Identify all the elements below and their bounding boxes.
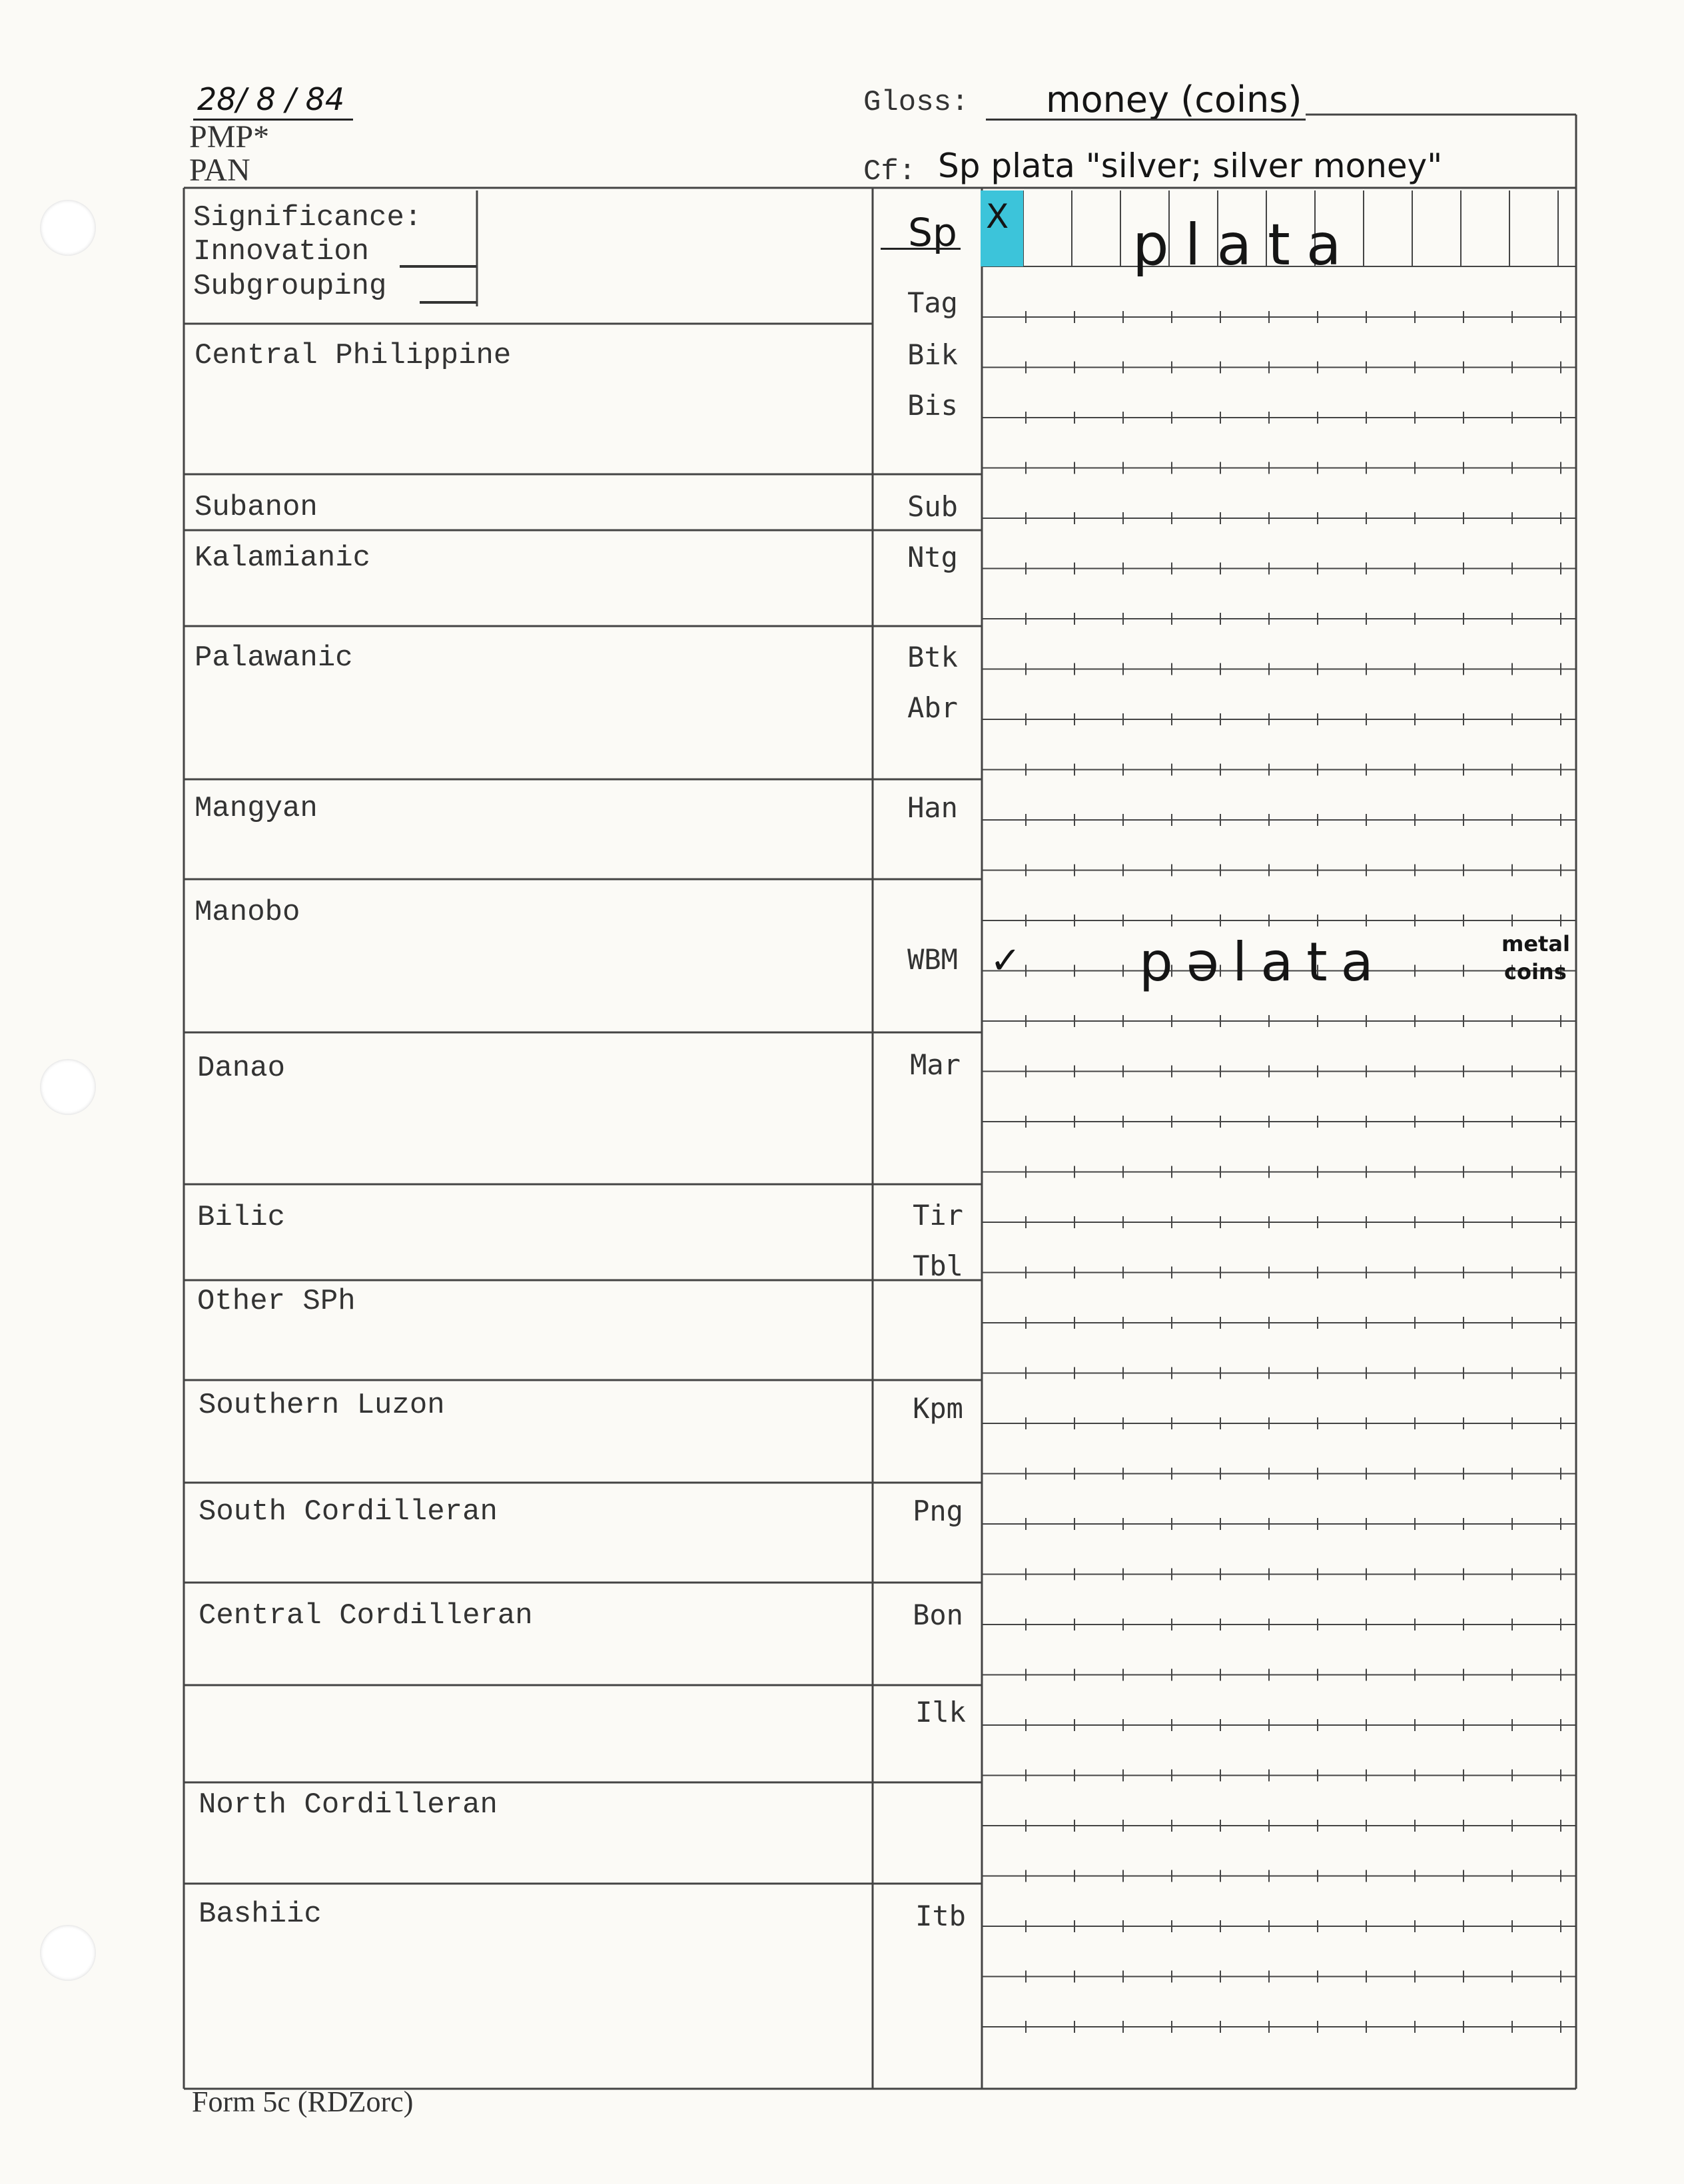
code-kpm: Kpm bbox=[913, 1392, 963, 1425]
group-bashiic: Bashiic bbox=[199, 1898, 322, 1931]
wbm-form: pəlata bbox=[1139, 931, 1387, 993]
group-central-philippine: Central Philippine bbox=[195, 339, 512, 372]
code-btk: Btk bbox=[907, 641, 958, 673]
subgrouping-blank bbox=[420, 301, 476, 304]
code-itb: Itb bbox=[915, 1900, 966, 1932]
code-wbm: WBM bbox=[907, 943, 958, 976]
code-tag: Tag bbox=[907, 286, 958, 319]
sp-form: plata bbox=[1132, 212, 1358, 278]
level-pmp: PMP* bbox=[189, 119, 270, 155]
significance-subgrouping: Subgrouping bbox=[193, 270, 387, 303]
innovation-blank bbox=[400, 265, 476, 268]
group-palawanic: Palawanic bbox=[195, 641, 353, 675]
group-southern-luzon: Southern Luzon bbox=[199, 1389, 445, 1422]
gloss-label: Gloss: bbox=[863, 86, 969, 119]
wbm-note-metal: metal bbox=[1501, 931, 1570, 956]
gloss-value: money (coins) bbox=[1046, 79, 1302, 121]
code-tir: Tir bbox=[913, 1199, 963, 1232]
code-sp: Sp bbox=[908, 210, 957, 255]
code-ntg: Ntg bbox=[907, 541, 958, 573]
group-subanon: Subanon bbox=[195, 491, 318, 524]
code-bon: Bon bbox=[913, 1599, 963, 1631]
form-date: 28/ 8 / 84 bbox=[197, 81, 345, 117]
gloss-underline bbox=[986, 119, 1306, 121]
group-danao: Danao bbox=[197, 1052, 286, 1085]
sp-mark: X bbox=[986, 197, 1009, 236]
significance-title: Significance: bbox=[193, 201, 422, 234]
wbm-note-coins: coins bbox=[1504, 959, 1567, 984]
group-kalamianic: Kalamianic bbox=[195, 542, 371, 575]
group-south-cordilleran: South Cordilleran bbox=[199, 1495, 498, 1529]
group-other-sph: Other SPh bbox=[197, 1285, 356, 1318]
code-ilk: Ilk bbox=[915, 1696, 966, 1728]
group-bilic: Bilic bbox=[197, 1201, 286, 1234]
code-mar: Mar bbox=[910, 1048, 961, 1081]
cf-value: Sp plata "silver; silver money" bbox=[938, 147, 1443, 185]
code-png: Png bbox=[913, 1495, 963, 1527]
code-bis: Bis bbox=[907, 389, 958, 422]
group-mangyan: Mangyan bbox=[195, 792, 318, 825]
code-tbl: Tbl bbox=[913, 1250, 963, 1282]
code-han: Han bbox=[907, 791, 958, 824]
level-pan: PAN bbox=[189, 153, 250, 188]
form-footer: Form 5c (RDZorc) bbox=[192, 2085, 414, 2118]
group-north-cordilleran: North Cordilleran bbox=[199, 1788, 498, 1822]
sp-strike bbox=[881, 248, 961, 250]
group-central-cordilleran: Central Cordilleran bbox=[199, 1599, 533, 1633]
wbm-check: ✓ bbox=[990, 939, 1021, 982]
cf-label: Cf: bbox=[863, 155, 917, 188]
significance-innovation: Innovation bbox=[193, 235, 370, 268]
group-manobo: Manobo bbox=[195, 896, 300, 929]
code-bik: Bik bbox=[907, 338, 958, 371]
code-sub: Sub bbox=[907, 490, 958, 523]
code-abr: Abr bbox=[907, 691, 958, 724]
